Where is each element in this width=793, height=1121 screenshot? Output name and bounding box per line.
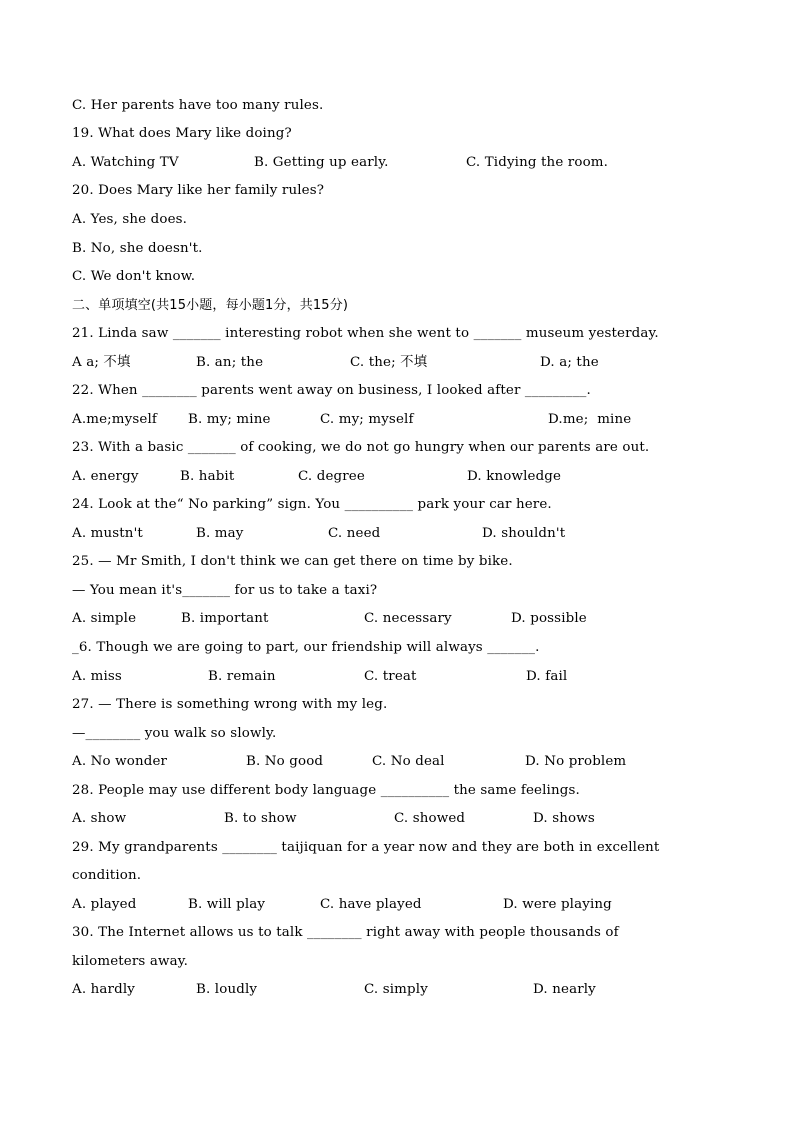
section-heading: 二、单项填空(共15小题，每小题1分，共15分) bbox=[72, 298, 349, 313]
question-text-line: kilometers away. bbox=[72, 954, 189, 969]
question-text-line: 21. Linda saw _______ interesting robot when she went to _______ museum yesterday. bbox=[72, 326, 659, 341]
answer-option: C. necessary bbox=[364, 611, 452, 626]
answer-option: B. No good bbox=[246, 754, 324, 769]
question-text-line: _6. Though we are going to part, our friendship will always _______. bbox=[72, 640, 540, 655]
question-text-line: 30. The Internet allows us to talk ________ right away with people thousands of bbox=[72, 925, 619, 940]
question-text-line: 27. — There is something wrong with my leg. bbox=[72, 697, 388, 712]
answer-option: D. possible bbox=[511, 611, 587, 626]
answer-options-row bbox=[0, 468, 793, 486]
answer-option: A. No wonder bbox=[72, 754, 168, 769]
answer-option: D. shows bbox=[533, 811, 595, 826]
question-text-line: 19. What does Mary like doing? bbox=[72, 126, 292, 141]
answer-option: B. Getting up early. bbox=[254, 155, 389, 170]
question-text-line: condition. bbox=[72, 868, 142, 883]
answer-option: A. show bbox=[72, 811, 127, 826]
answer-option: D. nearly bbox=[533, 982, 596, 997]
answer-option: A.me;myself bbox=[72, 412, 158, 427]
question-text-line: 22. When ________ parents went away on business, I looked after _________. bbox=[72, 383, 591, 398]
question-text-line: 23. With a basic _______ of cooking, we do not go hungry when our parents are out. bbox=[72, 440, 650, 455]
answer-option: A. energy bbox=[72, 469, 139, 484]
answer-option: B. may bbox=[196, 526, 244, 541]
answer-options-row bbox=[0, 981, 793, 999]
answer-option: D. No problem bbox=[525, 754, 627, 769]
answer-option: A a; 不填 bbox=[72, 355, 131, 370]
answer-option: B. remain bbox=[208, 669, 276, 684]
answer-option: D.me; mine bbox=[548, 412, 632, 427]
question-text-line: —________ you walk so slowly. bbox=[72, 726, 277, 741]
question-text-line: 25. — Mr Smith, I don't think we can get there on time by bike. bbox=[72, 554, 513, 569]
answer-option: D. knowledge bbox=[467, 469, 562, 484]
answer-option: C. simply bbox=[364, 982, 428, 997]
answer-option: A. hardly bbox=[72, 982, 135, 997]
answer-option: B. will play bbox=[188, 897, 266, 912]
answer-options-row bbox=[0, 154, 793, 172]
answer-option: A. simple bbox=[72, 611, 137, 626]
answer-options-row bbox=[0, 610, 793, 628]
answer-option: B. my; mine bbox=[188, 412, 271, 427]
answer-options-row bbox=[0, 525, 793, 543]
answer-option: C. need bbox=[328, 526, 381, 541]
answer-option: C. my; myself bbox=[320, 412, 414, 427]
answer-options-row bbox=[0, 668, 793, 686]
answer-options-row bbox=[0, 753, 793, 771]
answer-option: D. shouldn't bbox=[482, 526, 566, 541]
answer-option: D. a; the bbox=[540, 355, 599, 370]
question-text-line: 28. People may use different body language __________ the same feelings. bbox=[72, 783, 580, 798]
answer-option: D. fail bbox=[526, 669, 568, 684]
answer-option: D. were playing bbox=[503, 897, 612, 912]
answer-option: A. played bbox=[72, 897, 137, 912]
question-text-line: C. We don't know. bbox=[72, 269, 196, 284]
question-text-line: 20. Does Mary like her family rules? bbox=[72, 183, 325, 198]
answer-option: B. loudly bbox=[196, 982, 258, 997]
answer-option: C. treat bbox=[364, 669, 417, 684]
question-text-line: 29. My grandparents ________ taijiquan for a year now and they are both in excellent bbox=[72, 840, 660, 855]
answer-option: B. habit bbox=[180, 469, 235, 484]
answer-option: C. the; 不填 bbox=[350, 355, 428, 370]
answer-option: A. miss bbox=[72, 669, 122, 684]
question-text-line: 24. Look at the“ No parking” sign. You __________ park your car here. bbox=[72, 497, 552, 512]
question-text-line: — You mean it's_______ for us to take a taxi? bbox=[72, 583, 378, 598]
question-text-line: B. No, she doesn't. bbox=[72, 241, 203, 256]
question-text-line: A. Yes, she does. bbox=[72, 212, 188, 227]
answer-option: C. have played bbox=[320, 897, 422, 912]
answer-option: C. Tidying the room. bbox=[466, 155, 609, 170]
answer-options-row bbox=[0, 810, 793, 828]
answer-option: B. to show bbox=[224, 811, 297, 826]
answer-option: B. an; the bbox=[196, 355, 264, 370]
answer-options-row bbox=[0, 896, 793, 914]
answer-option: A. Watching TV bbox=[72, 155, 179, 170]
question-text-line: C. Her parents have too many rules. bbox=[72, 98, 324, 113]
answer-option: C. showed bbox=[394, 811, 466, 826]
answer-options-row bbox=[0, 411, 793, 429]
answer-option: C. No deal bbox=[372, 754, 445, 769]
answer-options-row bbox=[0, 354, 793, 372]
answer-option: C. degree bbox=[298, 469, 365, 484]
answer-option: B. important bbox=[181, 611, 269, 626]
answer-option: A. mustn't bbox=[72, 526, 143, 541]
